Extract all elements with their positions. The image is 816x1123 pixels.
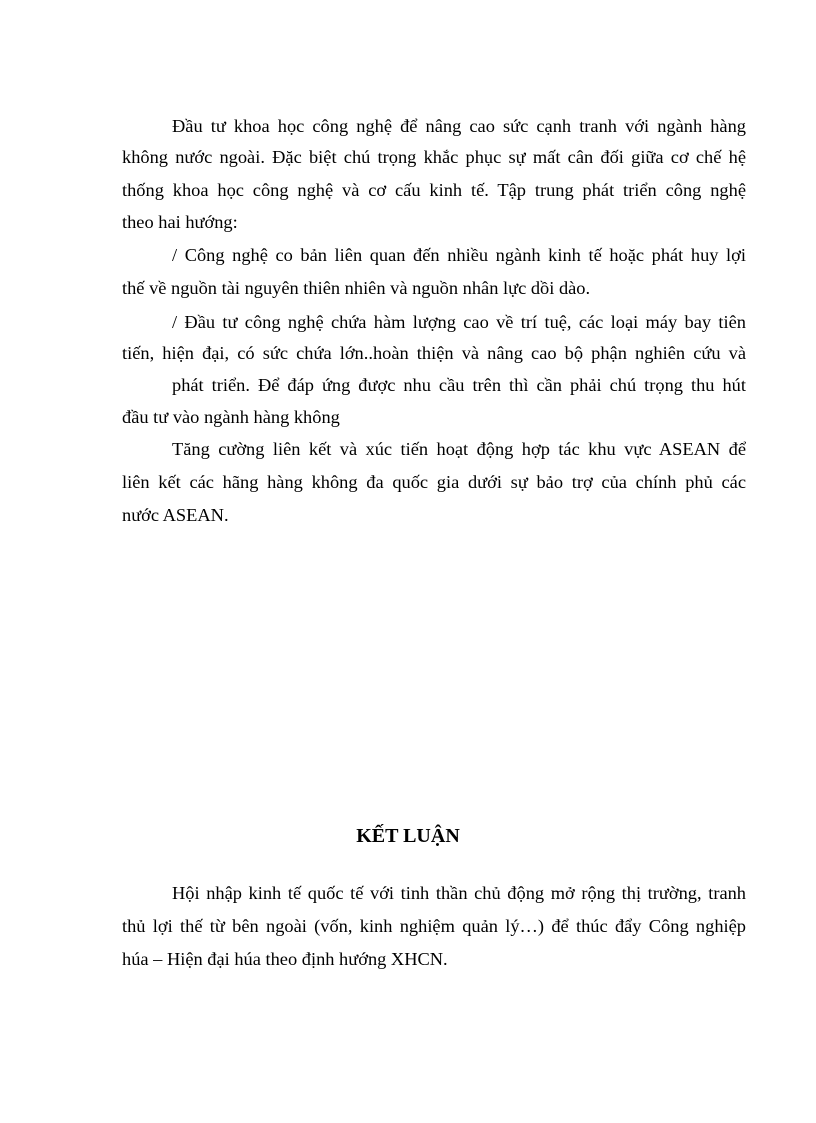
paragraph-line: đầu tư vào ngành hàng không (122, 407, 340, 427)
paragraph-line: Tăng cường liên kết và xúc tiến hoạt động hợp tác khu vực ASEAN để (172, 439, 746, 459)
paragraph-line: thế về nguồn tài nguyên thiên nhiên và nguồn nhân lực dồi dào. (122, 278, 591, 298)
paragraph-line: liên kết các hãng hàng không đa quốc gia dưới sự bảo trợ của chính phủ các (122, 472, 746, 492)
paragraph-line: tiến, hiện đại, có sức chứa lớn..hoàn thiện và nâng cao bộ phận nghiên cứu và (122, 343, 746, 363)
conclusion-line: Hội nhập kinh tế quốc tế với tinh thần chủ động mở rộng thị trường, tranh (172, 883, 746, 903)
paragraph-line: / Công nghệ co bản liên quan đến nhiều ngành kinh tế hoặc phát huy lợi (172, 245, 746, 265)
paragraph-line: nước ASEAN. (122, 505, 229, 525)
paragraph-line: thống khoa học công nghệ và cơ cấu kinh tế. Tập trung phát triển công nghệ (122, 180, 746, 200)
conclusion-line: húa – Hiện đại húa theo định hướng XHCN. (122, 949, 448, 969)
conclusion-heading: KẾT LUẬN (356, 825, 460, 847)
paragraph-line: phát triển. Để đáp ứng được nhu cầu trên thì cần phải chú trọng thu hút (172, 375, 746, 395)
conclusion-line: thủ lợi thế từ bên ngoài (vốn, kinh nghiệm quản lý…) để thúc đẩy Công nghiệp (122, 916, 746, 936)
paragraph-line: theo hai hướng: (122, 212, 238, 232)
paragraph-line: Đầu tư khoa học công nghệ để nâng cao sức cạnh tranh với ngành hàng (172, 116, 746, 136)
paragraph-line: / Đầu tư công nghệ chứa hàm lượng cao về trí tuệ, các loại máy bay tiên (172, 312, 746, 332)
paragraph-line: không nước ngoài. Đặc biệt chú trọng khắc phục sự mất cân đối giữa cơ chế hệ (122, 147, 746, 167)
